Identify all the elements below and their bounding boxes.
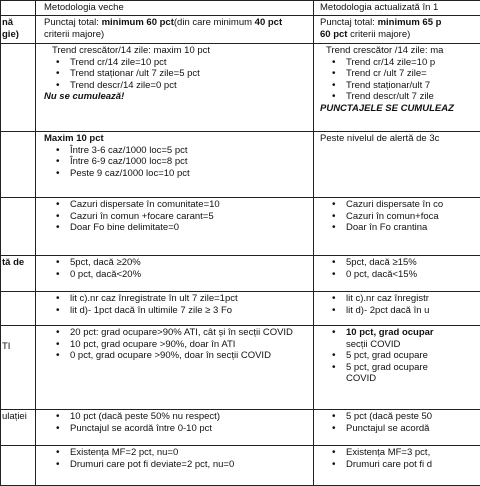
new-trend: Trend crescător /14 zile: ma • Trend cr/14 zile=10 p • Trend cr /ult 7 zile= • Trend staționar/ult 7 • Trend descr/ult 7 zile PUNCTAJELE SE CUMULEAZ	[314, 44, 480, 132]
row-label: ulației	[1, 410, 36, 446]
list-item: • Trend cr/14 zile=10 p	[346, 57, 480, 69]
list-item: • Doar în Fo crantina	[346, 222, 480, 234]
list-item: • 5 pct, grad ocupare	[346, 350, 480, 362]
header-left-cell	[1, 1, 36, 16]
old-cases-outbreaks	[36, 292, 314, 326]
list-item: • 0 pct, grad ocupare >90%, doar în secții COVID	[70, 350, 310, 362]
row-cases-outbreaks	[1, 292, 480, 326]
row-label: TI	[1, 326, 36, 410]
row-dispersion	[1, 198, 480, 256]
list-item: • Trend staționar /ult 7 zile=5 pct	[70, 68, 310, 80]
list-item: • Între 6-9 caz/1000 loc=8 pct	[70, 156, 310, 168]
list-item: • Doar Fo bine delimitate=0	[70, 222, 310, 234]
list-item: • 10 pct, grad ocupare >90%, doar în ATI	[70, 339, 310, 351]
new-population	[314, 410, 480, 446]
list-item: • 10 pct, grad ocupar secții COVID	[346, 327, 480, 350]
row-percentage	[1, 256, 480, 292]
list-item: • Existența MF=2 pct, nu=0	[70, 447, 310, 459]
list-item: • lit c).nr caz înregistrate în ult 7 zile=1pct	[70, 293, 310, 305]
list-item: • Existența MF=3 pct,	[346, 447, 480, 459]
new-trend-note: PUNCTAJELE SE CUMULEAZ	[320, 103, 480, 115]
row-population	[1, 410, 480, 446]
list-item: • Trend cr/14 zile=10 pct	[70, 57, 310, 69]
list-item: • Cazuri în comun +focare carant=5	[70, 211, 310, 223]
list-item: • Trend descr/14 zile=0 pct	[70, 80, 310, 92]
row-total-score	[1, 16, 480, 44]
row-label: tă de	[1, 256, 36, 292]
new-total-score: Punctaj total: minimum 65 p 60 pct criterii majore)	[314, 16, 480, 44]
new-occupancy	[314, 326, 480, 410]
list-item: • lit d)- 1pct dacă în ultimile 7 zile ≥ 3 Fo	[70, 305, 310, 317]
old-dispersion	[36, 198, 314, 256]
list-item: • Trend cr /ult 7 zile=	[346, 68, 480, 80]
row-label: nă gie)	[1, 16, 36, 44]
old-trend-note: Nu se cumulează!	[44, 91, 310, 103]
list-item: • 20 pct: grad ocupare>90% ATI, cât și în secții COVID	[70, 327, 310, 339]
list-item: • 10 pct (dacă peste 50% nu respect)	[70, 411, 310, 423]
list-item: • 5pct, dacă ≥15%	[346, 257, 480, 269]
table-header-row	[1, 1, 480, 16]
list-item: • Trend staționar/ult 7	[346, 80, 480, 92]
header-old-methodology: Metodologia veche	[36, 1, 314, 16]
header-new-methodology: Metodologia actualizată în 1	[314, 1, 480, 16]
old-incidence: Maxim 10 pct • Între 3-6 caz/1000 loc=5 pct • Între 6-9 caz/1000 loc=8 pct • Peste 9 caz/1000 loc=10 pct	[36, 132, 314, 198]
list-item: • Cazuri dispersate în co	[346, 199, 480, 211]
list-item: • Cazuri în comun+foca	[346, 211, 480, 223]
list-item: • Cazuri dispersate în comunitate=10	[70, 199, 310, 211]
old-population	[36, 410, 314, 446]
list-item: • Între 3-6 caz/1000 loc=5 pct	[70, 145, 310, 157]
row-occupancy	[1, 326, 480, 410]
list-item: • 5pct, dacă ≥20%	[70, 257, 310, 269]
old-total-score: Punctaj total: minimum 60 pct(din care minimum 40 pct criterii majore)	[36, 16, 314, 44]
new-dispersion	[314, 198, 480, 256]
new-percentage	[314, 256, 480, 292]
list-item: • Drumuri care pot fi deviate=2 pct, nu=0	[70, 459, 310, 471]
list-item: • Drumuri care pot fi d	[346, 459, 480, 471]
list-item: • Punctajul se acordă între 0-10 pct	[70, 423, 310, 435]
row-trend	[1, 44, 480, 132]
list-item: • lit c).nr caz înregistr	[346, 293, 480, 305]
old-trend: Trend crescător/14 zile: maxim 10 pct • Trend cr/14 zile=10 pct • Trend staționar /ult 7 zile=5 pct • Trend descr/14 zile=0 pct Nu se cumulează!	[36, 44, 314, 132]
new-incidence: Peste nivelul de alertă de 3c	[314, 132, 480, 198]
old-occupancy	[36, 326, 314, 410]
row-incidence	[1, 132, 480, 198]
new-cases-outbreaks	[314, 292, 480, 326]
list-item: • 5 pct, grad ocupare COVID	[346, 362, 480, 385]
list-item: • 0 pct, dacă<20%	[70, 269, 310, 281]
list-item: • 5 pct (dacă peste 50	[346, 411, 480, 423]
list-item: • 0 pct, dacă<15%	[346, 269, 480, 281]
list-item: • Peste 9 caz/1000 loc=10 pct	[70, 168, 310, 180]
list-item: • lit d)- 2pct dacă în u	[346, 305, 480, 317]
old-percentage	[36, 256, 314, 292]
list-item: • Punctajul se acordă	[346, 423, 480, 435]
list-item: • Trend descr/ult 7 zile	[346, 91, 480, 103]
